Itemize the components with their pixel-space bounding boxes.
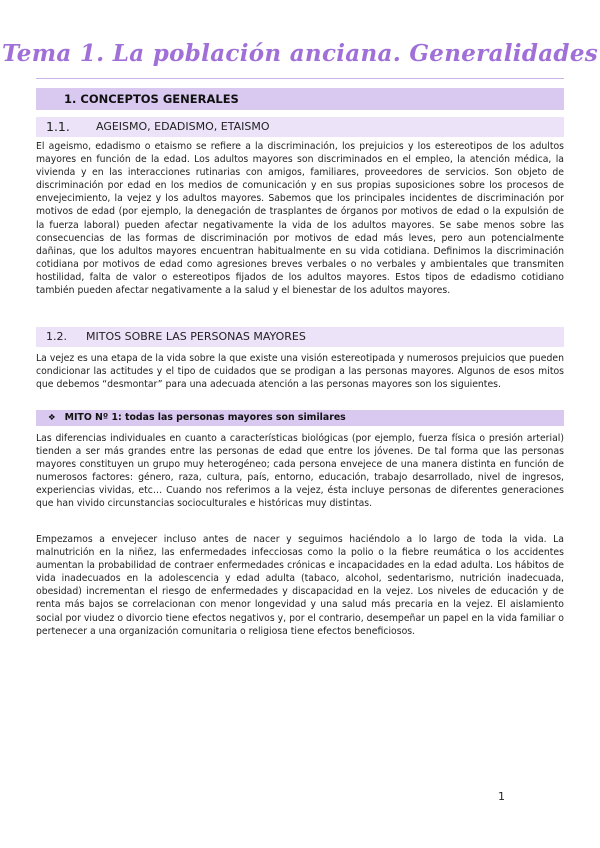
subsection-number: 1.2. — [46, 330, 67, 343]
subsection-number: 1.1. — [46, 119, 70, 134]
page-number: 1 — [498, 790, 505, 803]
paragraph-ageismo: El ageismo, edadismo o etaismo se refiere a la discriminación, los prejuicios y los estereotipos de los adultos mayores en función de la edad. Los adultos mayores son discriminados en el empleo, la atención médica, la vivienda y en las interacciones rutinarias con amigos, familiares, proveedores de servicios. Son objeto de discriminación por edad en los medios de comunicación y en sus propias suposiciones sobre los procesos de envejecimiento, la vejez y los adultos mayores. Sabemos que los principales incidentes de discriminación por motivos de edad (por ejemplo, la denegación de trasplantes de órganos por motivos de edad o la expulsión de la fuerza laboral) pueden afectar negativamente la vida de los adultos mayores. Se sabe menos sobre las consecuencias de las formas de discriminación por motivos de edad más leves, pero aun potencialmente dañinas, que los adultos mayores encuentran habitualmente en su vida cotidiana. Definimos la discriminación cotidiana por motivos de edad como agresiones breves verbales o no verbales y ambientales que transmiten hostilidad, falta de valor o estereotipos fijados de los adultos mayores. Estos tipos de edadismo cotidiano también pueden afectar negativamente a la salud y el bienestar de los adultos mayores. — [36, 141, 564, 297]
page-title: Tema 1. La población anciana. Generalidades — [2, 40, 598, 67]
section-heading-conceptos-generales: 1. CONCEPTOS GENERALES — [36, 88, 564, 110]
title-underline — [36, 78, 564, 79]
subsection-label: AGEISMO, EDADISMO, ETAISMO — [96, 120, 270, 133]
subsection-heading-ageismo — [36, 117, 564, 137]
myth-heading-1 — [36, 410, 564, 426]
paragraph-diferencias-individuales: Las diferencias individuales en cuanto a características biológicas (por ejemplo, fuerza física o presión arterial) tienden a ser más grandes entre las personas de edad que entre los jóvenes. De tal forma que las personas mayores constituyen un grupo muy heterogéneo; cada persona envejece de una manera distinta en función de numerosos factores: género, raza, cultura, país, entorno, educación, trabajo desarrollado, nivel de ingresos, experiencias vividas, etc… Cuando nos referimos a la vejez, ésta incluye personas de diferentes generaciones que han vivido circunstancias socioculturales e históricas muy distintas. — [36, 433, 564, 510]
diamond-bullet-icon: ❖ — [48, 413, 56, 423]
subsection-label: MITOS SOBRE LAS PERSONAS MAYORES — [86, 330, 306, 343]
subsection-heading-mitos — [36, 327, 564, 347]
paragraph-mitos-intro: La vejez es una etapa de la vida sobre la que existe una visión estereotipada y numerosos prejuicios que pueden condicionar las actitudes y el tipo de cuidados que se prodigan a las personas mayores. Algunos de esos mitos que debemos “desmontar” para una adecuada atención a las personas mayores son los siguientes. — [36, 353, 564, 391]
paragraph-envejecer: Empezamos a envejecer incluso antes de nacer y seguimos haciéndolo a lo largo de toda la vida. La malnutrición en la niñez, las enfermedades infecciosas como la polio o la fiebre reumática o los accidentes aumentan la probabilidad de contraer enfermedades crónicas e incapacidades en la edad adulta. Los hábitos de vida inadecuados en la adolescencia y edad adulta (tabaco, alcohol, sedentarismo, nutrición inadecuada, obesidad) incrementan el riesgo de enfermedades y discapacidad en la vejez. Los niveles de educación y de renta más bajos se correlacionan con menor longevidad y una salud más precaria en la vejez. El aislamiento social por viudez o divorcio tiene efectos negativos y, por el contrario, desempeñar un papel en la vida familiar o pertenecer a una organización comunitaria o religiosa tiene efectos beneficiosos. — [36, 534, 564, 637]
myth-title: MITO Nº 1: todas las personas mayores son similares — [64, 412, 346, 423]
